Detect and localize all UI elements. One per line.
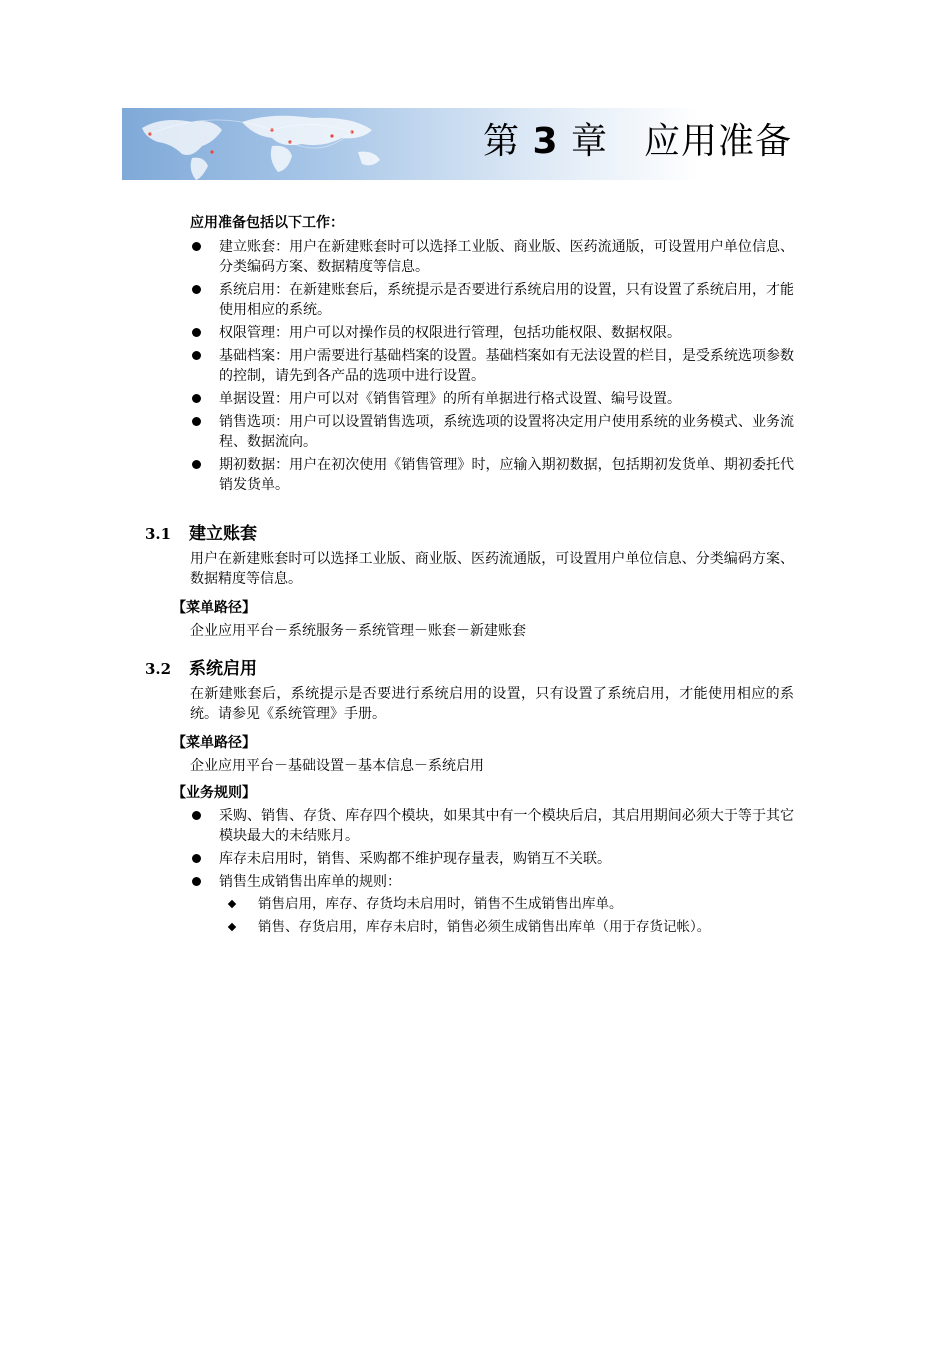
chapter-name: 应用准备 [643,121,792,162]
section-heading-3-2 [145,654,257,679]
bullet-icon [192,811,201,820]
section-heading-3-1 [145,519,257,544]
bullet-icon [192,877,201,886]
menu-path-label: 【菜单路径】 [172,600,256,616]
section-3-2-body: 在新建账套后，系统提示是否要进行系统启用的设置，只有设置了系统启用，才能使用相应的系统。请参见《系统管理》手册。 [190,686,794,722]
bullet-icon [192,417,201,426]
chapter-number: 3 [532,121,559,162]
menu-path-label: 【菜单路径】 [172,735,256,751]
sub-list-item: 销售、存货启用，库存未启时，销售必须生成销售出库单（用于存货记帐）。 [219,917,794,937]
bullet-icon [192,285,201,294]
bullet-icon [192,460,201,469]
chapter-prefix: 第 [482,121,520,162]
section-title: 建立账套 [189,524,257,544]
business-rules-list [190,806,794,940]
diamond-bullet-icon [228,923,236,931]
list-item: 权限管理：用户可以对操作员的权限进行管理，包括功能权限、数据权限。 [190,323,794,343]
list-item: 基础档案：用户需要进行基础档案的设置。基础档案如有无法设置的栏目，是受系统选项参数的控制，请先到各产品的选项中进行设置。 [190,346,794,386]
sub-rules-list [219,894,794,937]
section-3-1-body: 用户在新建账套时可以选择工业版、商业版、医药流通版，可设置用户单位信息、分类编码方案、数据精度等信息。 [190,551,794,587]
chapter-banner [122,108,802,180]
diamond-bullet-icon [228,900,236,908]
list-item: 系统启用：在新建账套后，系统提示是否要进行系统启用的设置，只有设置了系统启用，才能使用相应的系统。 [190,280,794,320]
bullet-icon [192,854,201,863]
list-item: 期初数据：用户在初次使用《销售管理》时，应输入期初数据，包括期初发货单、期初委托代销发货单。 [190,455,794,495]
section-title: 系统启用 [189,659,257,679]
business-rules-label: 【业务规则】 [172,785,256,801]
chapter-suffix: 章 [570,121,608,162]
list-item: 销售生成销售出库单的规则： 销售启用，库存、存货均未启用时，销售不生成销售出库单。 销售、存货启用，库存未启时，销售必须生成销售出库单（用于存货记帐）。 [190,872,794,937]
list-item: 单据设置：用户可以对《销售管理》的所有单据进行格式设置、编号设置。 [190,389,794,409]
section-number: 3.2 [145,660,172,678]
menu-path: 企业应用平台－系统服务－系统管理－账套－新建账套 [190,623,526,639]
bullet-icon [192,351,201,360]
intro-list [190,237,794,498]
bullet-icon [192,394,201,403]
section-number: 3.1 [145,525,172,543]
chapter-title [483,118,792,166]
menu-path: 企业应用平台－基础设置－基本信息－系统启用 [190,758,484,774]
list-item: 建立账套：用户在新建账套时可以选择工业版、商业版、医药流通版，可设置用户单位信息、分类编码方案、数据精度等信息。 [190,237,794,277]
bullet-icon [192,328,201,337]
sub-list-item: 销售启用，库存、存货均未启用时，销售不生成销售出库单。 [219,894,794,914]
list-item: 库存未启用时，销售、采购都不维护现存量表，购销互不关联。 [190,849,794,869]
bullet-icon [192,242,201,251]
list-item: 销售选项：用户可以设置销售选项，系统选项的设置将决定用户使用系统的业务模式、业务流程、数据流向。 [190,412,794,452]
intro-heading: 应用准备包括以下工作： [190,215,344,231]
list-item: 采购、销售、存货、库存四个模块，如果其中有一个模块后启，其启用期间必须大于等于其它模块最大的未结账月。 [190,806,794,846]
